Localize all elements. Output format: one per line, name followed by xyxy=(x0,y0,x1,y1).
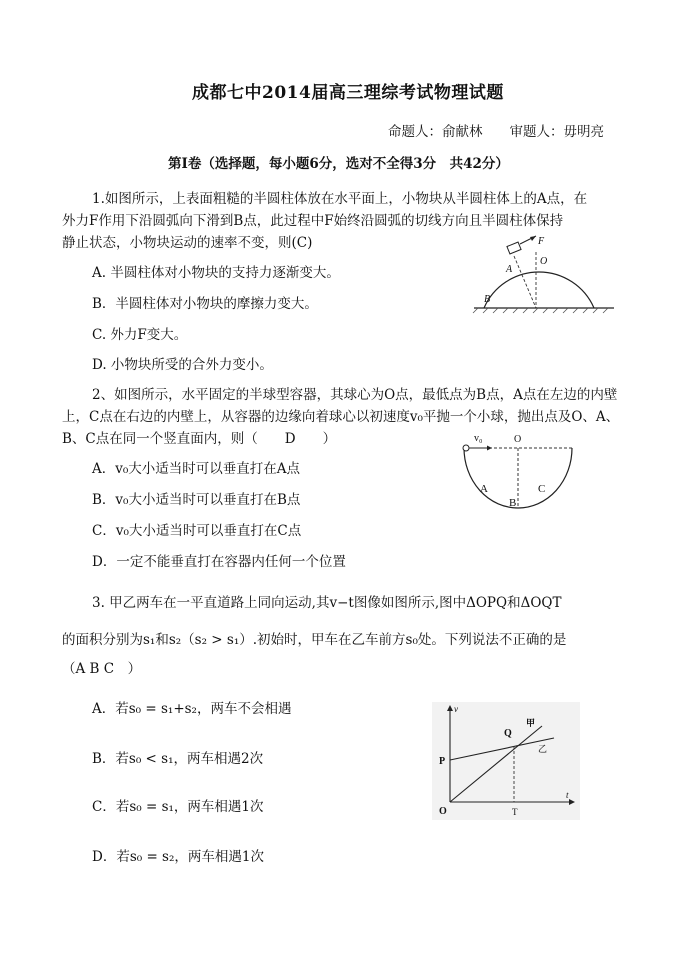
authors-line: 命题人：俞献林 审题人：毋明亮 xyxy=(388,124,604,140)
q1-label-b: B xyxy=(484,294,491,305)
q3-label-t-axis: t xyxy=(566,790,569,800)
q1-stem-line-1: 1.如图所示，上表面粗糙的半圆柱体放在水平面上，小物块从半圆柱体上的A点，在 xyxy=(92,191,588,207)
q3-option-a: A．若s₀ = s₁+s₂，两车不会相遇 xyxy=(92,701,292,717)
q1-label-a: A xyxy=(506,264,513,275)
q3-option-b: B．若s₀ < s₁，两车相遇2次 xyxy=(92,751,264,767)
page-title: 成都七中2014届高三理综考试物理试题 xyxy=(192,83,504,103)
section-heading: 第Ⅰ卷（选择题，每小题6分，选对不全得3分 共42分） xyxy=(168,156,509,172)
q2-label-a: A xyxy=(480,483,488,495)
q1-stem-line-3: 静止状态，小物块运动的速率不变，则(C) xyxy=(62,235,313,251)
q3-label-q: Q xyxy=(504,728,512,739)
q3-stem-line-3: （A B C ） xyxy=(62,661,142,677)
q2-label-v0: v₀ xyxy=(474,433,483,444)
q3-vt-graph-figure xyxy=(432,702,580,820)
q2-label-b: B xyxy=(509,497,517,509)
q2-option-d: D．一定不能垂直打在容器内任何一个位置 xyxy=(92,554,346,570)
q2-option-b: B．v₀大小适当时可以垂直打在B点 xyxy=(92,492,301,508)
q1-stem-line-2: 外力F作用下沿圆弧向下滑到B点，此过程中F始终沿圆弧的切线方向且半圆柱体保持 xyxy=(62,213,564,229)
q3-label-p: P xyxy=(439,756,446,767)
q2-hemisphere-figure xyxy=(458,430,578,512)
q2-stem-line-1: 2、如图所示，水平固定的半球型容器，其球心为O点，最低点为B点，A点在左边的内壁 xyxy=(92,387,618,403)
q3-stem-line-2: 的面积分别为s₁和s₂（s₂ > s₁）.初始时，甲车在乙车前方s₀处。下列说法不正确的是 xyxy=(62,632,567,648)
q3-label-yi: 乙 xyxy=(538,744,548,754)
q1-option-d: D. 小物块所受的合外力变小。 xyxy=(92,357,273,373)
q2-label-o: O xyxy=(514,434,522,445)
q1-option-c: C. 外力F变大。 xyxy=(92,327,188,343)
q1-semicircle-figure xyxy=(470,230,620,320)
q3-option-c: C．若s₀ = s₁，两车相遇1次 xyxy=(92,799,264,815)
q1-option-b: B．半圆柱体对小物块的摩擦力变大。 xyxy=(92,296,318,312)
q1-label-o: O xyxy=(540,256,548,267)
q3-option-d: D．若s₀ = s₂，两车相遇1次 xyxy=(92,849,264,865)
q3-label-v-axis: v xyxy=(454,704,458,714)
q2-option-a: A．v₀大小适当时可以垂直打在A点 xyxy=(92,461,301,477)
q3-stem-line-1: 3. 甲乙两车在一平直道路上同向运动,其v−t图像如图所示,图中ΔOPQ和ΔOQT xyxy=(92,595,562,611)
q2-option-c: C．v₀大小适当时可以垂直打在C点 xyxy=(92,523,302,539)
q1-label-f: F xyxy=(538,236,545,247)
q3-label-t: T xyxy=(512,807,518,817)
q2-stem-line-3: B、C点在同一个竖直面内，则（ D ） xyxy=(62,431,337,447)
q2-stem-line-2: 上，C点在右边的内壁上，从容器的边缘向着球心以初速度v₀平抛一个小球，抛出点及O、A、 xyxy=(62,409,620,425)
q1-option-a: A. 半圆柱体对小物块的支持力逐渐变大。 xyxy=(92,265,340,281)
q3-label-o: O xyxy=(439,806,447,817)
q2-label-c: C xyxy=(538,483,546,495)
q3-label-jia: 甲 xyxy=(526,718,536,728)
